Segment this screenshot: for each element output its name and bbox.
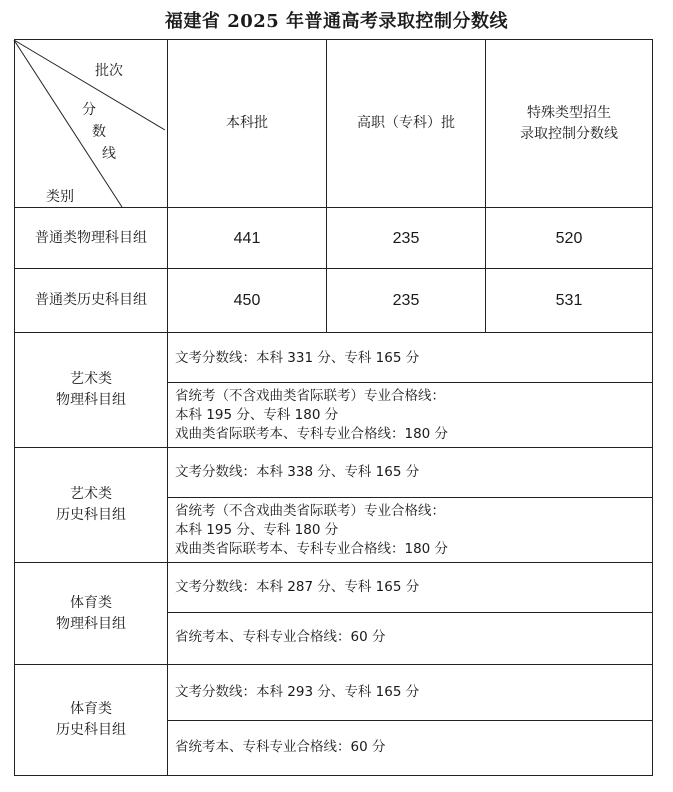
art-physics-prof-line3: 戏曲类省际联考本、专科专业合格线：180 分 [175,426,449,442]
pe-physics-label-line2: 物理科目组 [56,615,126,632]
value-history-gaozhi: 235 [392,292,420,309]
pe-history-culture: 文考分数线：本科 293 分、专科 165 分 [175,684,420,700]
diag-category-label: 类别 [46,189,74,205]
art-physics-label-line2: 物理科目组 [56,392,126,408]
diag-xian-label: 线 [102,146,116,162]
col-header-special-line1: 特殊类型招生 [527,104,611,121]
art-physics-prof-line1: 省统考（不含戏曲类省际联考）专业合格线： [175,388,445,404]
diag-shu-label: 数 [92,124,106,140]
art-history-label-line2: 历史科目组 [56,507,126,523]
art-history-label-line1: 艺术类 [70,486,112,502]
value-history-special: 531 [555,292,583,309]
art-history-culture: 文考分数线：本科 338 分、专科 165 分 [175,464,420,480]
col-header-benke-text: 本科批 [226,115,268,131]
art-physics-prof-line2: 本科 195 分、专科 180 分 [175,407,339,423]
value-history-benke: 450 [233,292,261,309]
art-physics-label [15,333,167,447]
pe-history-prof: 省统考本、专科专业合格线：60 分 [175,739,386,755]
pe-history-label-line2: 历史科目组 [56,722,126,738]
row-label-text: 普通类历史科目组 [35,292,147,308]
col-header-special-line2: 录取控制分数线 [520,125,618,142]
art-physics-label-line1: 艺术类 [70,371,112,387]
row-label-physics [15,208,167,268]
col-header-special [486,40,652,207]
value-physics-gaozhi: 235 [392,229,420,247]
pe-physics-prof: 省统考本、专科专业合格线：60 分 [175,629,386,645]
art-history-prof-line2: 本科 195 分、专科 180 分 [175,522,339,538]
pe-physics-label [15,563,167,664]
col-header-gaozhi [327,40,485,207]
diag-batch-label: 批次 [95,63,123,79]
col-header-benke [168,40,326,207]
page-title: 福建省 2025 年普通高考录取控制分数线 [164,11,509,32]
pe-history-label-line1: 体育类 [70,701,112,717]
value-physics-special: 520 [555,229,583,247]
art-history-prof-line3: 戏曲类省际联考本、专科专业合格线：180 分 [175,541,449,557]
value-physics-benke: 441 [233,229,261,247]
art-history-label [15,448,167,562]
art-history-prof-line1: 省统考（不含戏曲类省际联考）专业合格线： [175,503,445,519]
diag-fen-label: 分 [82,102,96,118]
pe-physics-culture: 文考分数线：本科 287 分、专科 165 分 [175,579,420,595]
row-label-text: 普通类物理科目组 [35,229,147,246]
art-physics-culture: 文考分数线：本科 331 分、专科 165 分 [175,350,420,366]
pe-physics-label-line1: 体育类 [70,594,112,611]
pe-history-label [15,665,167,775]
col-header-gaozhi-text: 高职（专科）批 [357,115,455,131]
row-label-history [15,269,167,332]
